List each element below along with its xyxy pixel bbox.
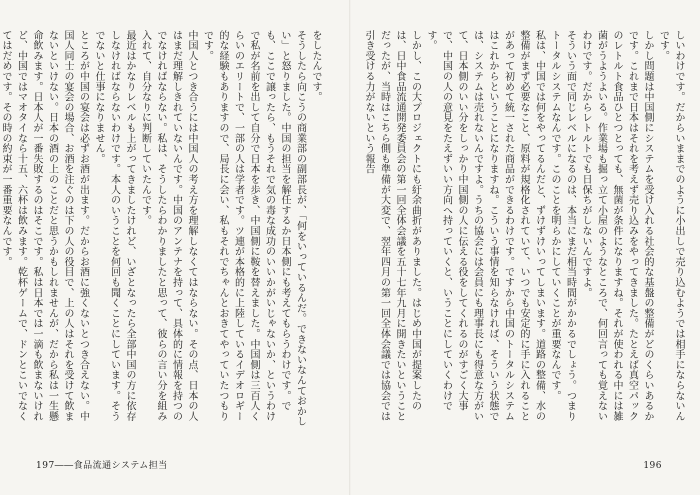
right-page — [350, 0, 700, 495]
right-page-body-text: しいわけです。だからいままでのように小出しで売り込むようでは相手にならないんです。 しかし問題は中国側にシステムを受け入れる社会的な基盤の整備がどのくらいあるかです。これまで日本はそれを考えず売り込みをやってきました。たとえば真空パックのレトルト食品ひとつとっても、無菌が条件になりますね。それが使われる中には雑菌がうようよいる。作業場も掘っ立て小屋のようなところで、何回言っても覚えないわけです。だからレトルトでも日保ちがしないんですよ。 そういう面で同じレベルになるのは、本当にまだ相当時間がかかるでしょう。つまりトータルシステムなんです。このことを明らかにしていくことが重要なんです。 私は、中国では何をやってるんだと、ずけずけいってしまいます。道路の整備、水の整備がまず必要なこと、原料が規格化されていて、いつでも安定的に手に入れることがあって初めて統一された商品ができるわけです。ですから中国のトータルシステムはこれからということになりますね。こういう事情を知らなければ、そういう状態では、システムは売れないんですよ。うちの協会には会員にも理事長にも得意な方がいて、日本側のいい分をしっかり中国側の人に伝える役をしてくれるのがすごく大事で、中国の人の意見をたえずいい方向へ持っていくと、いうことにしていくわけです。 しかし、この大プロジェクトにも紆余曲折がありました。はじめ中国が提案したのは、日中食品流通開発委員会の第一回全体会議を五十七年九月に開きたいということだったが、当時はこちら側も準備が大変で、翌年四月の第一回全体会議では協会では引き受ける力がないという報告 — [363, 30, 684, 422]
left-page-body-text: をしたんです。 そうしたら向こうの商業部の副部長が、「何をいっているんだ。できないなんておかしい」と怒りました。中国の担当を解任するか日本側にも考えてもらうわけです。でも、ここで譲ったら、もうそれで気の毒な成功のいいかがいじゃないか、というわけで私が名前を出して自分で日本を歩き、中国側に鞍を替えました。中国側は三百人くらいのエリートで、一部の人は学者です。ツ連が本格的に上陸しているイデオロギー的な経験もありますので、局長に会い、私もそれでちゃんとおきてやっていたつもりです。 中国人とつき合うには中国人の考え方を理解しなくてはならない。その点、日本の人はまだ理解しきれていないんです。中国のアンテナを持って、具体的に情報を持つのでなければならない。私は、そうしたらわかりましたと思って、彼らの言い分を組み入れて、自分なりに判断していたんです。 最近はかなりレベルも上がってきましたけれど、いざとなったら全部中国の方に依存しなければならないわけです。本人のいうことを何回も聞くことにしています。そうでないと仕事になりません。 ところが中国の宴会は必ずお酒が出ます。だからお酒に強くないとつき合えない。中国人同士の宴会の場合、お酒を注ぐのは下の人の役目で、上の人はそれを受けて飲まないといけない。日本の酒の上のことだと思うかもしれませんが、だから私は一生懸命飲みます。日本人が一番失敗するのはそこです。私は日本では一滴も飲まないけれど、中国ではマオタイなら十五、六杯は飲みます。乾杯ゲームで、ドンとこいでなくてはだめです。その時の約束が一番重要なんです。 — [0, 30, 321, 427]
left-page-folio: 197――食品流通システム担当 — [36, 461, 168, 471]
right-page-folio: 196 — [643, 461, 662, 471]
